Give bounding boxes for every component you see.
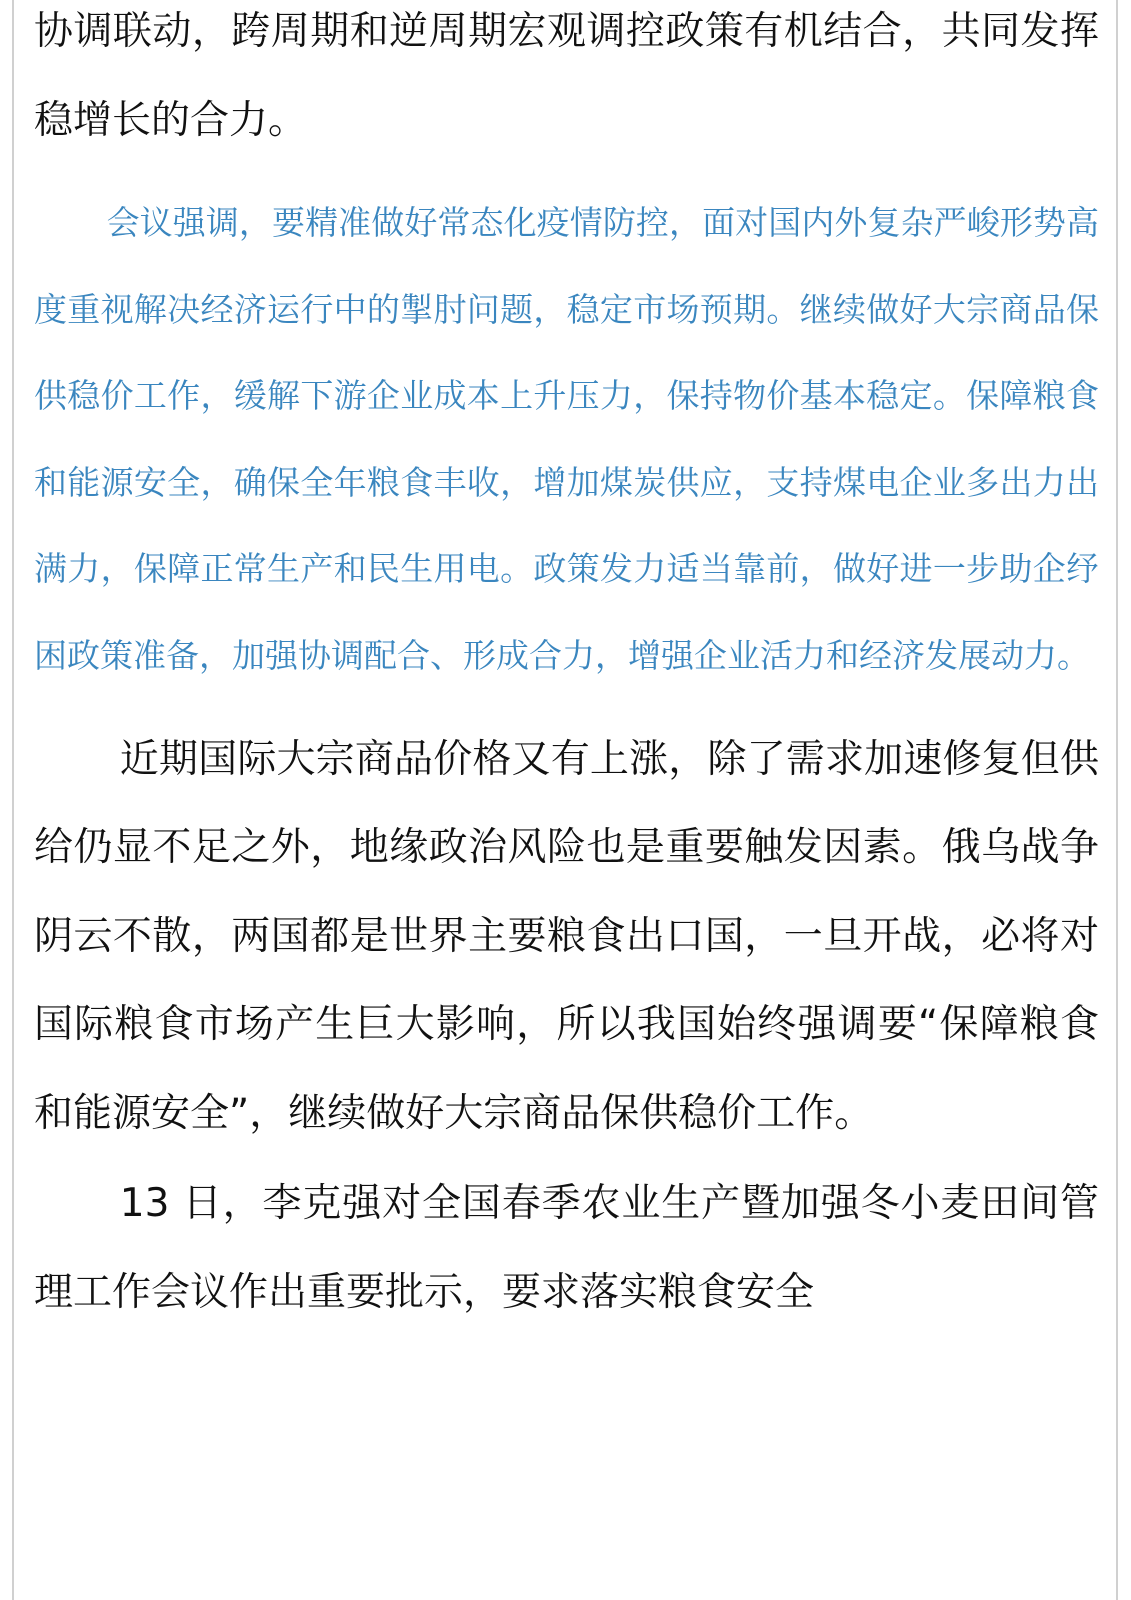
paragraph-meeting-emphasis: 会议强调，要精准做好常态化疫情防控，面对国内外复杂严峻形势高度重视解决经济运行中的掣肘问题，稳定市场预期。继续做好大宗商品保供稳价工作，缓解下游企业成本上升压力，保持物价基本稳定。保障粮食和能源安全，确保全年粮食丰收，增加煤炭供应，支持煤电企业多出力出满力，保障正常生产和民生用电。政策发力适当靠前，做好进一步助企纾困政策准备，加强协调配合、形成合力，增强企业活力和经济发展动力。: [34, 203, 1099, 675]
paragraph-policy-coordination: 协调联动，跨周期和逆周期宏观调控政策有机结合，共同发挥稳增长的合力。: [34, 9, 1099, 143]
article-body: [34, 0, 1099, 1337]
paragraph-commodity-prices: 近期国际大宗商品价格又有上涨，除了需求加速修复但供给仍显不足之外，地缘政治风险也是重要触发因素。俄乌战争阴云不散，两国都是世界主要粮食出口国，一旦开战，必将对国际粮食市场产生巨大影响，所以我国始终强调要“保障粮食和能源安全”，继续做好大宗商品保供稳价工作。: [34, 736, 1099, 1136]
page-frame: [12, 0, 1118, 1600]
paragraph-spring-agriculture: 13 日，李克强对全国春季农业生产暨加强冬小麦田间管理工作会议作出重要批示，要求落实粮食安全: [34, 1181, 1099, 1315]
